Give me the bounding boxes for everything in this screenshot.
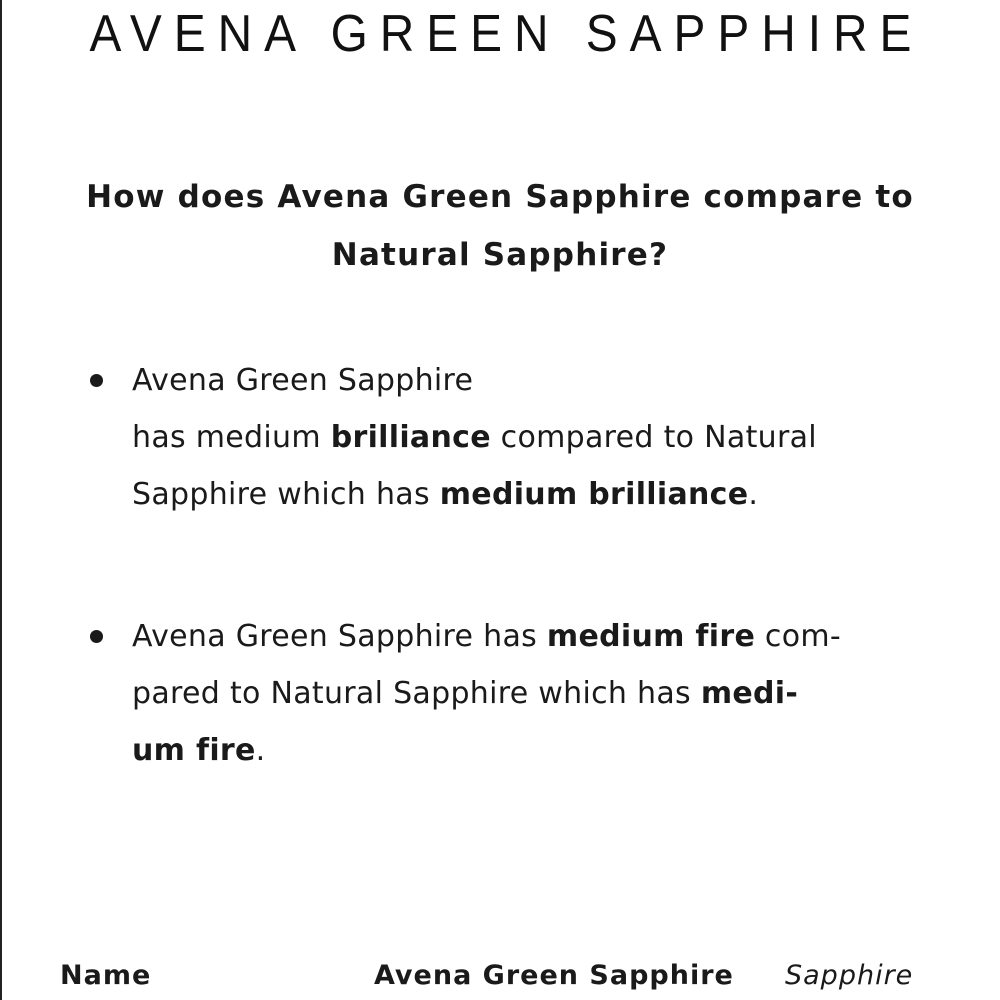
text: .: [255, 733, 266, 768]
bullet-text: [132, 608, 841, 779]
question-line-2: Natural Sapphire?: [331, 237, 669, 273]
bold-text: brilliance: [330, 420, 491, 455]
text: Sapphire which has: [132, 477, 440, 512]
text: compared to Natural: [490, 420, 817, 455]
table-header-sapphire: Sapphire: [785, 960, 914, 991]
bullet-line: [132, 665, 841, 722]
bullet-line: [132, 466, 817, 523]
bold-text: medium fire: [546, 619, 756, 654]
bullet-line: [132, 722, 841, 779]
text: pared to Natural Sapphire which has: [132, 676, 701, 711]
bullet-line: [132, 409, 817, 466]
bullet-fire: [132, 608, 841, 779]
text: com-: [755, 619, 842, 654]
bold-text: medium brilliance: [439, 477, 749, 512]
bullet-dot-icon: [90, 374, 103, 387]
bullet-line: [132, 352, 817, 409]
text: .: [748, 477, 759, 512]
bullet-dot-icon: [90, 630, 103, 643]
bold-text: medi-: [700, 676, 799, 711]
bold-text: um fire: [132, 733, 256, 768]
bullet-line: [132, 608, 841, 665]
table-header-avena: Avena Green Sapphire: [374, 960, 734, 991]
left-border-line: [0, 0, 2, 1000]
table-header-name: Name: [60, 960, 152, 991]
brand-title: AVENA GREEN SAPPHIRE: [89, 5, 924, 63]
comparison-question: [0, 168, 1000, 284]
bullet-brilliance: [132, 352, 817, 523]
question-line-1: How does Avena Green Sapphire compare to: [86, 179, 914, 215]
text: has medium: [132, 420, 331, 455]
bullet-text: [132, 352, 817, 523]
text: Avena Green Sapphire: [132, 363, 474, 398]
text: Avena Green Sapphire has: [132, 619, 547, 654]
